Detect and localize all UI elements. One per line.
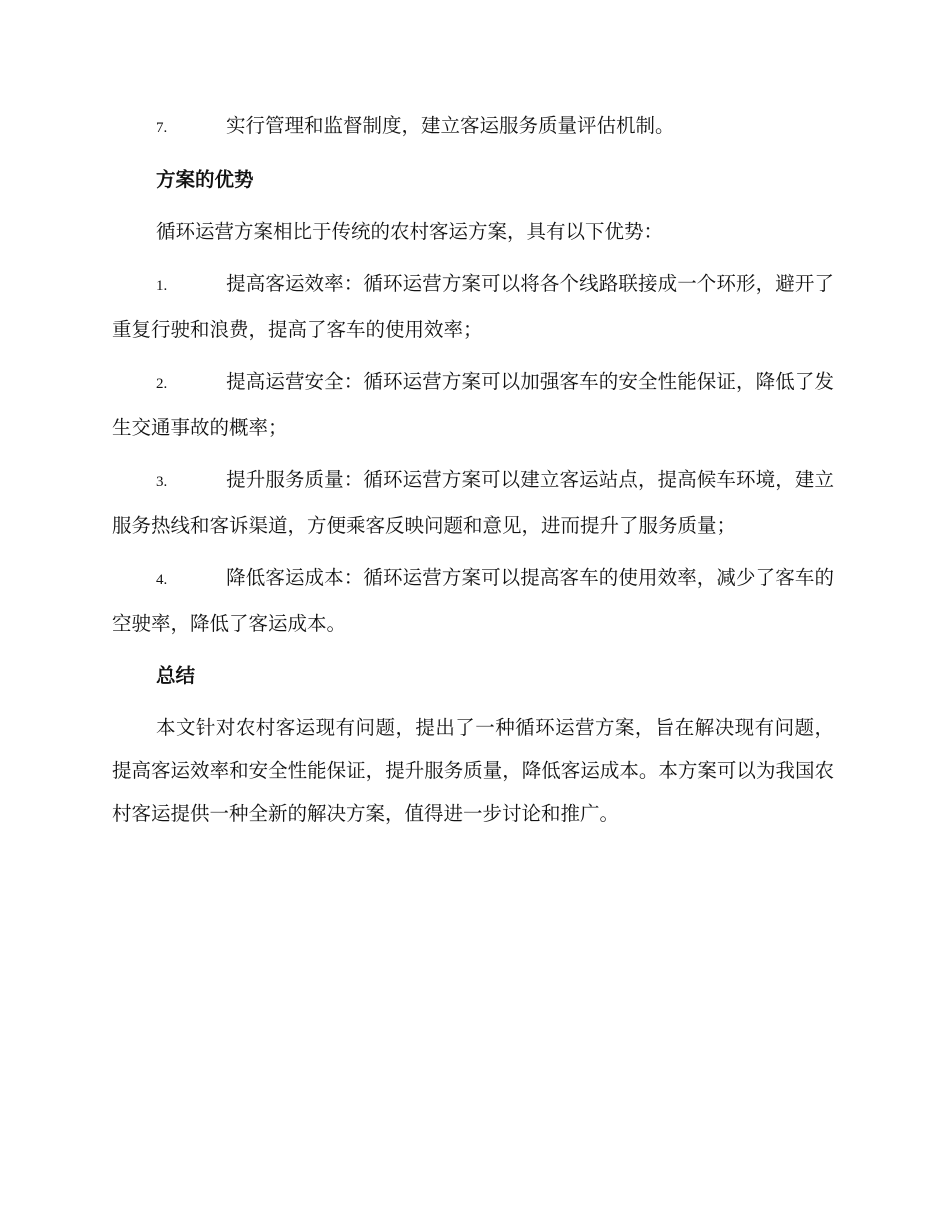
section-heading-summary: 总结	[156, 664, 196, 687]
list-item-7	[112, 104, 834, 150]
list-text: 降低客运成本：循环运营方案可以提高客车的使用效率，减少了客车的空驶率，降低了客运成本。	[112, 566, 834, 635]
list-text: 提高客运效率：循环运营方案可以将各个线路联接成一个环形，避开了重复行驶和浪费，提高了客车的使用效率；	[112, 272, 834, 341]
list-item-2	[112, 360, 834, 450]
document-body	[112, 104, 834, 843]
list-text: 提升服务质量：循环运营方案可以建立客运站点，提高候车环境，建立服务热线和客诉渠道，方便乘客反映问题和意见，进而提升了服务质量；	[112, 468, 834, 537]
list-item-3	[112, 458, 834, 548]
list-number: 7.	[156, 120, 168, 136]
list-text: 实行管理和监督制度，建立客运服务质量评估机制。	[226, 114, 675, 137]
advantages-intro: 循环运营方案相比于传统的农村客运方案，具有以下优势：	[156, 220, 664, 243]
list-number: 3.	[156, 474, 168, 490]
section-heading-advantages: 方案的优势	[156, 168, 254, 191]
list-item-1	[112, 262, 834, 352]
list-number: 1.	[156, 278, 168, 294]
list-text: 提高运营安全：循环运营方案可以加强客车的安全性能保证，降低了发生交通事故的概率；	[112, 370, 834, 439]
list-number: 2.	[156, 376, 168, 392]
summary-paragraph: 本文针对农村客运现有问题，提出了一种循环运营方案，旨在解决现有问题，提高客运效率和安全性能保证，提升服务质量，降低客运成本。本方案可以为我国农村客运提供一种全新的解决方案，值得进一步讨论和推广。	[112, 716, 834, 825]
list-item-4	[112, 556, 834, 646]
list-number: 4.	[156, 572, 168, 588]
